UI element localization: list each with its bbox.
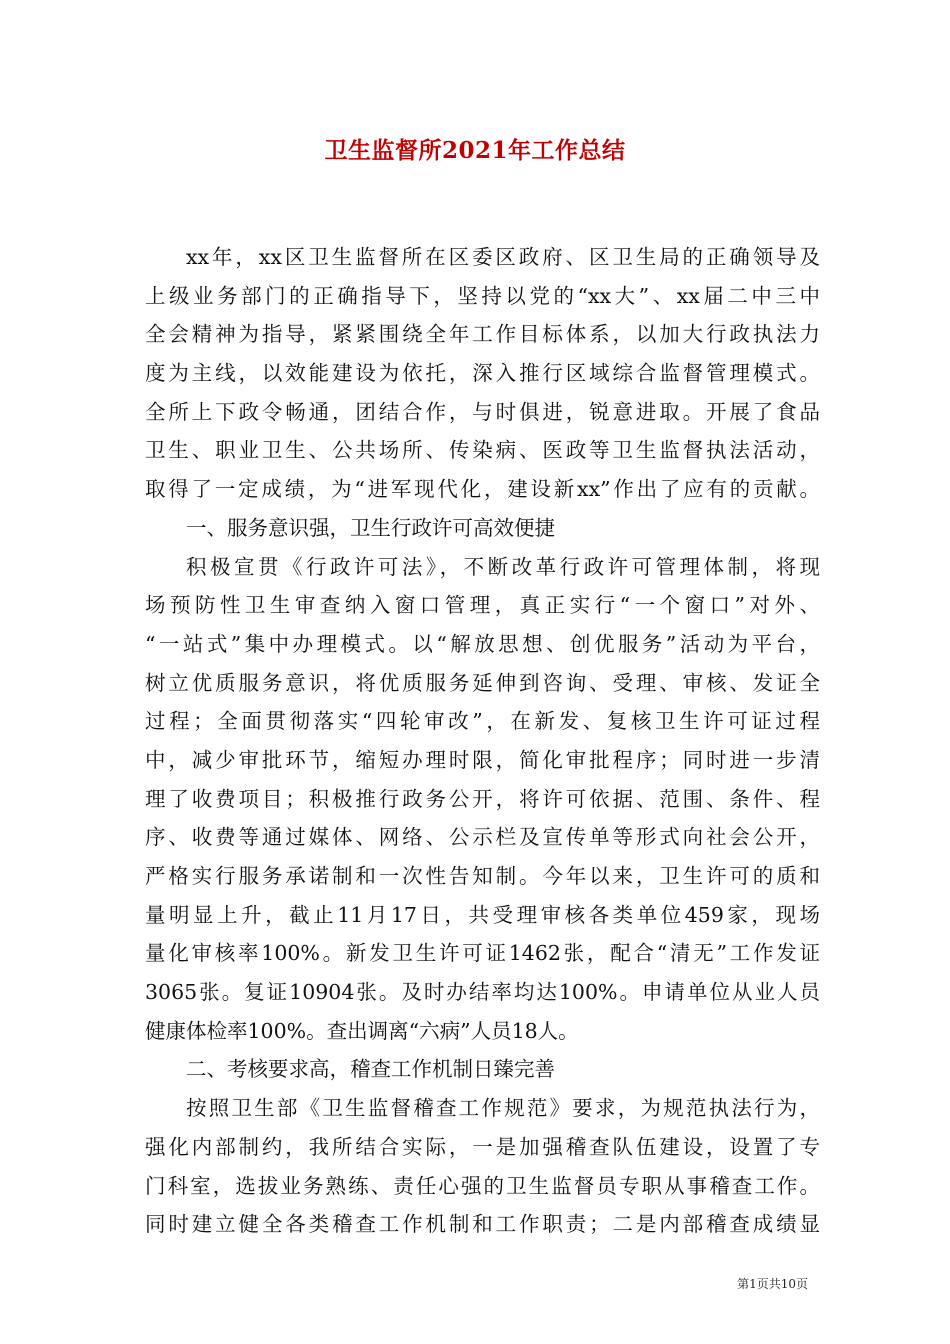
text-line: 全所上下政令畅通，团结合作，与时俱进，锐意进取。开展了食品 [145, 399, 820, 424]
text-line: 严格实行服务承诺制和一次性告知制。今年以来，卫生许可的质和 [145, 864, 820, 888]
text-line: 理了收费项目；积极推行政务公开，将许可依据、范围、条件、程 [145, 786, 820, 811]
text-line: 卫生、职业卫生、公共场所、传染病、医政等卫生监督执法活动， [145, 438, 820, 463]
text-line: xx年，xx区卫生监督所在区委区政府、区卫生局的正确领导及 [186, 245, 820, 269]
text-line: 量明显上升，截止11月17日，共受理审核各类单位459家，现场 [145, 902, 820, 927]
text-line: 量化审核率100%。新发卫生许可证1462张，配合“清无”工作发证 [145, 941, 820, 966]
text-line: 中，减少审批环节，缩短办理时限，简化审批程序；同时进一步清 [145, 747, 820, 772]
document-title: 卫生监督所2021年工作总结 [324, 137, 626, 164]
text-line: 一、服务意识强，卫生行政许可高效便捷 [186, 515, 555, 540]
text-line: 二、考核要求高，稽查工作机制日臻完善 [186, 1057, 555, 1082]
text-line: 同时建立健全各类稽查工作机制和工作职责；二是内部稽查成绩显 [145, 1212, 820, 1237]
page-footer: 第1页共10页 [737, 1277, 808, 1291]
text-line: 上级业务部门的正确指导下，坚持以党的“xx大”、xx届二中三中 [145, 283, 820, 308]
text-line: 强化内部制约，我所结合实际，一是加强稽查队伍建设，设置了专 [145, 1134, 820, 1159]
text-line: “一站式”集中办理模式。以“解放思想、创优服务”活动为平台， [145, 631, 820, 656]
text-line: 度为主线，以效能建设为依托，深入推行区域综合监督管理模式。 [145, 361, 820, 386]
text-line: 场预防性卫生审查纳入窗口管理，真正实行“一个窗口”对外、 [145, 593, 820, 618]
text-line: 按照卫生部《卫生监督稽查工作规范》要求，为规范执法行为， [186, 1096, 820, 1121]
text-line: 3065张。复证10904张。及时办结率均达100%。申请单位从业人员 [145, 980, 820, 1005]
text-line: 门科室，选拔业务熟练、责任心强的卫生监督员专职从事稽查工作。 [145, 1173, 820, 1198]
document-body [145, 238, 820, 1244]
text-line: 积极宣贯《行政许可法》，不断改革行政许可管理体制，将现 [186, 554, 820, 579]
text-line: 全会精神为指导，紧紧围绕全年工作目标体系，以加大行政执法力 [145, 322, 820, 347]
text-line: 序、收费等通过媒体、网络、公示栏及宣传单等形式向社会公开， [145, 825, 820, 850]
text-line: 健康体检率100%。查出调离“六病”人员18人。 [145, 1018, 579, 1043]
text-line: 取得了一定成绩，为“进军现代化，建设新xx”作出了应有的贡献。 [145, 477, 820, 502]
text-line: 树立优质服务意识，将优质服务延伸到咨询、受理、审核、发证全 [145, 670, 820, 695]
text-line: 过程；全面贯彻落实“四轮审改”，在新发、复核卫生许可证过程 [145, 709, 820, 734]
